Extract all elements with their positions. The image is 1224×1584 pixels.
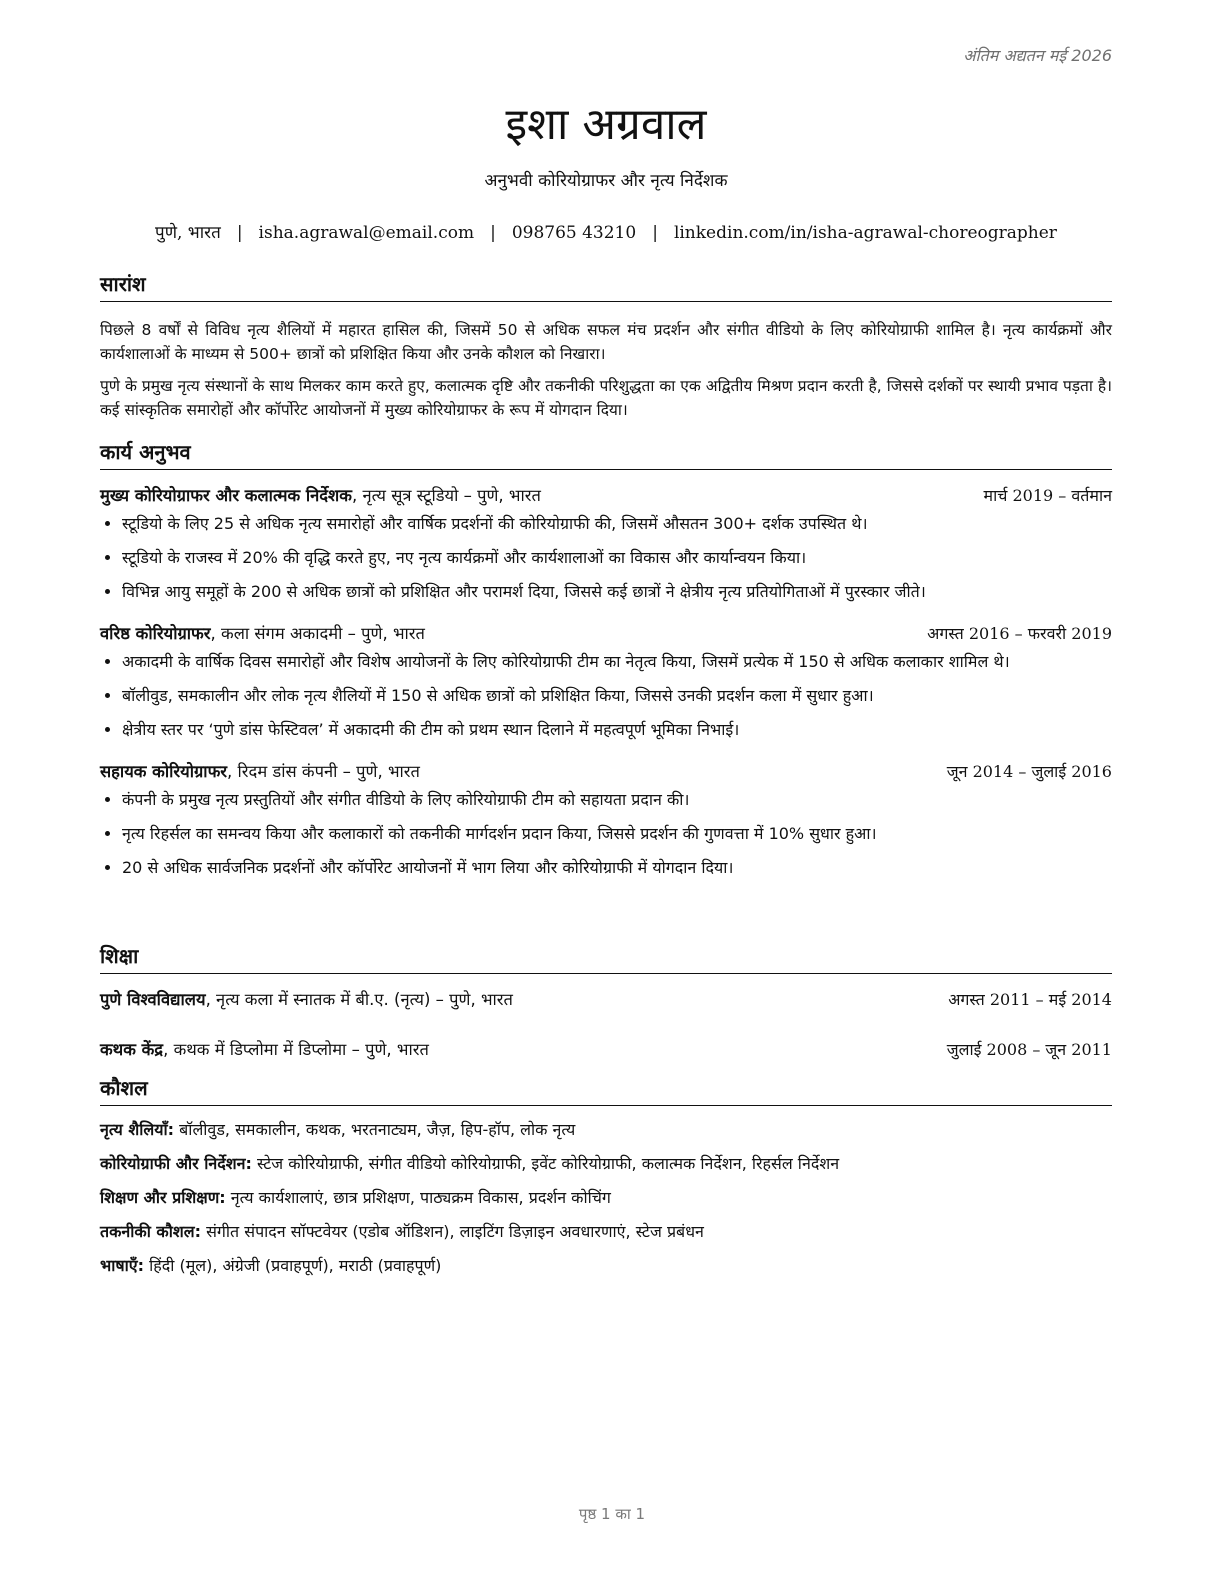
contact-separator: |: [490, 223, 496, 243]
job-bullets: [100, 512, 1112, 604]
education-institution: कथक केंद्र: [100, 1040, 164, 1059]
skill-line: [100, 1186, 1112, 1210]
job-bullet: • कंपनी के प्रमुख नृत्य प्रस्तुतियों और संगीत वीडियो के लिए कोरियोग्राफी टीम को सहायता प्रदान की।: [122, 788, 1112, 812]
skill-value: हिंदी (मूल), अंग्रेजी (प्रवाहपूर्ण), मराठी (प्रवाहपूर्ण): [144, 1256, 442, 1275]
job-header: [100, 484, 1112, 508]
job-bullet: • अकादमी के वार्षिक दिवस समारोहों और विशेष आयोजनों के लिए कोरियोग्राफी टीम का नेतृत्व किया, जिसमें प्रत्येक में 150 से अधिक कलाकार शामिल थे।: [122, 650, 1112, 674]
job-bullet: • विभिन्न आयु समूहों के 200 से अधिक छात्रों को प्रशिक्षित और परामर्श दिया, जिससे कई छात्रों ने क्षेत्रीय नृत्य प्रतियोगिताओं में पुरस्कार जीते।: [122, 580, 1112, 604]
job-header: [100, 760, 1112, 784]
job-bullets: [100, 650, 1112, 742]
job-bullet: • स्टूडियो के लिए 25 से अधिक नृत्य समारोहों और वार्षिक प्रदर्शनों की कोरियोग्राफी की, जिसमें औसतन 300+ दर्शक उपस्थित थे।: [122, 512, 1112, 536]
education-detail: , नृत्य कला में स्नातक में बी.ए. (नृत्य) – पुणे, भारत: [205, 990, 513, 1009]
contact-email-link[interactable]: isha.agrawal@email.com: [258, 223, 475, 243]
job-dates: जून 2014 – जुलाई 2016: [946, 762, 1112, 781]
job-bullet: • नृत्य रिहर्सल का समन्वय किया और कलाकारों को तकनीकी मार्गदर्शन प्रदान किया, जिससे प्रदर्शन की गुणवत्ता में 10% सुधार हुआ।: [122, 822, 1112, 846]
summary-section: [100, 270, 1112, 422]
job-title-org: [100, 622, 425, 646]
education-dates: जुलाई 2008 – जून 2011: [946, 1040, 1112, 1059]
education-entry: [100, 988, 1112, 1012]
section-title-education: शिक्षा: [100, 942, 1112, 974]
contact-phone: 098765 43210: [511, 223, 637, 243]
skill-label: भाषाएँ:: [100, 1256, 145, 1275]
job-dates: अगस्त 2016 – फरवरी 2019: [927, 624, 1112, 643]
page-number: पृष्ठ 1 का 1: [578, 1505, 646, 1523]
candidate-headline: अनुभवी कोरियोग्राफर और नृत्य निर्देशक: [484, 171, 728, 191]
education-detail: , कथक में डिप्लोमा में डिप्लोमा – पुणे, भारत: [163, 1040, 429, 1059]
skill-line: [100, 1118, 1112, 1142]
job-dates: मार्च 2019 – वर्तमान: [983, 486, 1112, 505]
experience-section: [100, 438, 1112, 890]
job-organization: , रिदम डांस कंपनी – पुणे, भारत: [227, 762, 420, 781]
job-entry: [100, 760, 1112, 880]
summary-paragraph: पिछले 8 वर्षों से विविध नृत्य शैलियों में महारत हासिल की, जिसमें 50 से अधिक सफल मंच प्रदर्शन और संगीत वीडियो के लिए कोरियोग्राफी शामिल है। नृत्य कार्यक्रमों और कार्यशालाओं के माध्यम से 500+ छात्रों को प्रशिक्षित किया और उनके कौशल को निखारा।: [100, 321, 1112, 363]
section-title-skills: कौशल: [100, 1074, 1112, 1106]
education-entry: [100, 1038, 1112, 1062]
skill-value: बॉलीवुड, समकालीन, कथक, भरतनाट्यम, जैज़, हिप-हॉप, लोक नृत्य: [174, 1120, 576, 1139]
contact-location: पुणे, भारत: [155, 223, 221, 243]
section-title-summary: सारांश: [100, 270, 1112, 302]
candidate-name: इशा अग्रवाल: [505, 99, 707, 150]
skill-label: तकनीकी कौशल:: [100, 1222, 201, 1241]
job-bullet: • बॉलीवुड, समकालीन और लोक नृत्य शैलियों में 150 से अधिक छात्रों को प्रशिक्षित किया, जिससे उनकी प्रदर्शन कला में सुधार हुआ।: [122, 684, 1112, 708]
contact-linkedin-link[interactable]: linkedin.com/in/isha-agrawal-choreographer: [673, 223, 1057, 243]
skill-value: स्टेज कोरियोग्राफी, संगीत वीडियो कोरियोग्राफी, इवेंट कोरियोग्राफी, कलात्मक निर्देशन, रिहर्सल निर्देशन: [251, 1154, 840, 1173]
job-role: वरिष्ठ कोरियोग्राफर: [100, 624, 211, 643]
skill-label: नृत्य शैलियाँ:: [100, 1120, 175, 1139]
contact-separator: |: [652, 223, 658, 243]
job-role: सहायक कोरियोग्राफर: [100, 762, 228, 781]
education-institution: पुणे विश्वविद्यालय: [100, 990, 206, 1009]
skill-label: कोरियोग्राफी और निर्देशन:: [100, 1154, 252, 1173]
skills-section: [100, 1074, 1112, 1288]
education-dates: अगस्त 2011 – मई 2014: [948, 990, 1112, 1009]
job-header: [100, 622, 1112, 646]
skill-line: [100, 1152, 1112, 1176]
education-section: [100, 942, 1112, 1062]
job-title-org: [100, 484, 541, 508]
skill-line: [100, 1254, 1112, 1278]
summary-paragraph: पुणे के प्रमुख नृत्य संस्थानों के साथ मिलकर काम करते हुए, कलात्मक दृष्टि और तकनीकी परिशुद्धता का एक अद्वितीय मिश्रण प्रदान करती है, जिससे दर्शकों पर स्थायी प्रभाव पड़ता है। कई सांस्कृतिक समारोहों और कॉर्पोरेट आयोजनों में मुख्य कोरियोग्राफर के रूप में योगदान दिया।: [100, 377, 1112, 419]
contact-separator: |: [236, 223, 243, 243]
job-bullet: • स्टूडियो के राजस्व में 20% की वृद्धि करते हुए, नए नृत्य कार्यक्रमों और कार्यशालाओं का विकास और कार्यान्वयन किया।: [122, 546, 1112, 570]
contact-line: [100, 220, 1112, 243]
resume-page: [100, 0, 1112, 1584]
job-organization: , कला संगम अकादमी – पुणे, भारत: [210, 624, 425, 643]
section-title-experience: कार्य अनुभव: [100, 438, 1112, 470]
education-institution-detail: [100, 988, 513, 1012]
skill-value: संगीत संपादन सॉफ्टवेयर (एडोब ऑडिशन), लाइटिंग डिज़ाइन अवधारणाएं, स्टेज प्रबंधन: [201, 1222, 704, 1241]
job-bullet: • क्षेत्रीय स्तर पर ‘पुणे डांस फेस्टिवल’ में अकादमी की टीम को प्रथम स्थान दिलाने में महत्वपूर्ण भूमिका निभाई।: [122, 718, 1112, 742]
job-title-org: [100, 760, 420, 784]
skill-label: शिक्षण और प्रशिक्षण:: [100, 1188, 226, 1207]
job-role: मुख्य कोरियोग्राफर और कलात्मक निर्देशक: [100, 486, 352, 505]
job-entry: [100, 622, 1112, 742]
job-organization: , नृत्य सूत्र स्टूडियो – पुणे, भारत: [351, 486, 541, 505]
skill-line: [100, 1220, 1112, 1244]
job-bullets: [100, 788, 1112, 880]
education-institution-detail: [100, 1038, 429, 1062]
job-bullet: • 20 से अधिक सार्वजनिक प्रदर्शनों और कॉर्पोरेट आयोजनों में भाग लिया और कोरियोग्राफी में योगदान दिया।: [122, 856, 1112, 880]
job-entry: [100, 484, 1112, 604]
last-updated-note: अंतिम अद्यतन मई 2026: [963, 46, 1112, 65]
skill-value: नृत्य कार्यशालाएं, छात्र प्रशिक्षण, पाठ्यक्रम विकास, प्रदर्शन कोचिंग: [225, 1188, 611, 1207]
